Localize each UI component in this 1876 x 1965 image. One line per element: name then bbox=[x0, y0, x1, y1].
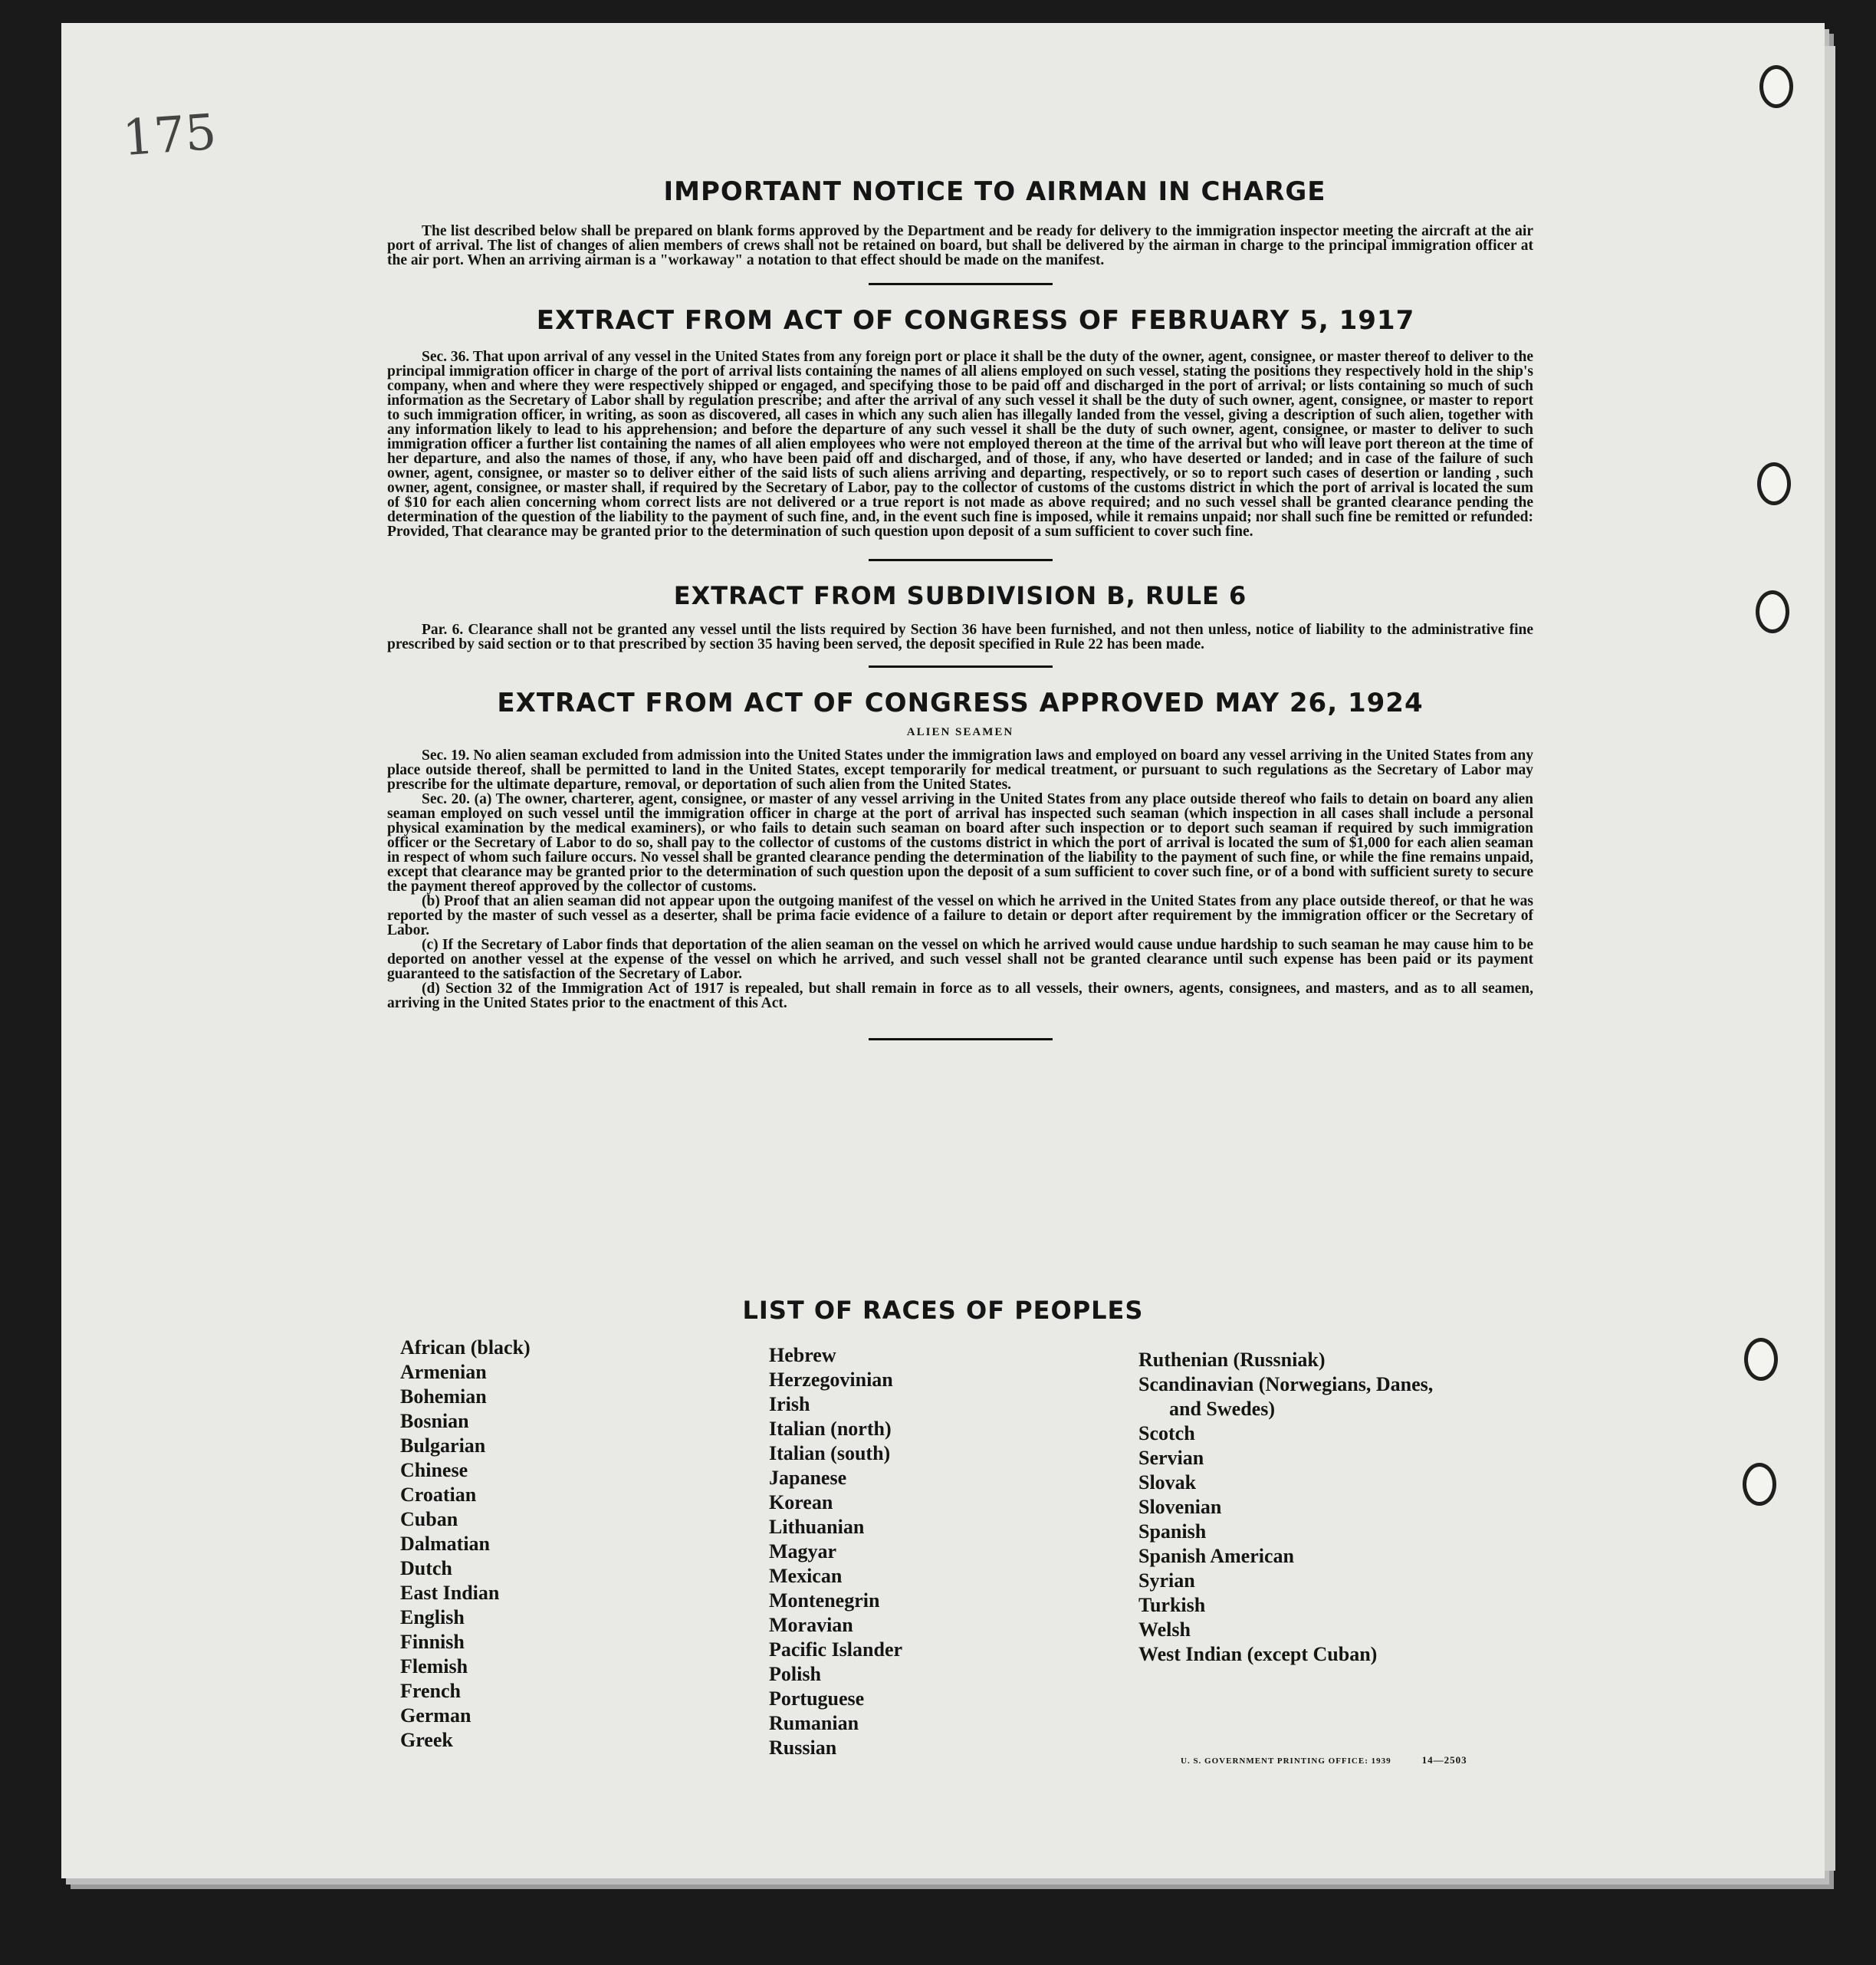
race-item: Pacific Islander bbox=[769, 1638, 903, 1661]
race-item: Korean bbox=[769, 1491, 833, 1513]
race-item: Welsh bbox=[1138, 1618, 1191, 1641]
binder-hole-icon bbox=[1757, 462, 1791, 505]
race-item: Dalmatian bbox=[400, 1533, 490, 1555]
race-item: English bbox=[400, 1606, 465, 1628]
act-1917-heading: EXTRACT FROM ACT OF CONGRESS OF FEBRUARY 5, 1917 bbox=[536, 305, 1415, 336]
printer-line: U. S. GOVERNMENT PRINTING OFFICE: 1939 bbox=[1181, 1756, 1391, 1766]
race-item: Bosnian bbox=[400, 1410, 469, 1432]
divider bbox=[869, 665, 1053, 668]
notice-text: The list described below shall be prepared on blank forms approved by the Department and be ready for delivery to the immigration inspector meeting the aircraft at the air port of arrival. The list of changes of alien members of crews shall not be retained on board, but shall be delivered by the airman in charge to the principal immigration officer at the air port. When an arriving airman is a "workaway" a notation to that effect should be made on the manifest. bbox=[387, 223, 1533, 268]
handwritten-page-number: 175 bbox=[120, 104, 218, 168]
race-item: Armenian bbox=[400, 1361, 487, 1383]
race-item: and Swedes) bbox=[1169, 1398, 1275, 1420]
race-item: Moravian bbox=[769, 1614, 853, 1636]
race-item: East Indian bbox=[400, 1582, 500, 1604]
race-item: Ruthenian (Russniak) bbox=[1138, 1349, 1326, 1371]
race-item: Cuban bbox=[400, 1508, 458, 1530]
rule-6-heading: EXTRACT FROM SUBDIVISION B, RULE 6 bbox=[673, 581, 1247, 610]
form-number: 14—2503 bbox=[1421, 1754, 1467, 1766]
races-column-1 bbox=[400, 1336, 531, 1753]
race-item: Rumanian bbox=[769, 1712, 859, 1734]
race-item: Portuguese bbox=[769, 1687, 865, 1710]
divider bbox=[869, 283, 1053, 285]
race-item: Slovak bbox=[1138, 1471, 1197, 1493]
page-edge bbox=[1825, 46, 1835, 1871]
race-item: Syrian bbox=[1138, 1569, 1195, 1592]
races-heading: LIST OF RACES OF PEOPLES bbox=[742, 1296, 1144, 1325]
divider bbox=[869, 559, 1053, 561]
binder-hole-icon bbox=[1743, 1463, 1776, 1506]
binder-hole-icon bbox=[1756, 590, 1789, 633]
race-item: Japanese bbox=[769, 1467, 847, 1489]
act-1924-heading: EXTRACT FROM ACT OF CONGRESS APPROVED MAY 26, 1924 bbox=[497, 688, 1424, 718]
race-item: Hebrew bbox=[769, 1344, 836, 1366]
printer-imprint bbox=[1181, 1754, 1467, 1766]
race-item: Slovenian bbox=[1138, 1496, 1222, 1518]
race-item: Finnish bbox=[400, 1631, 465, 1653]
race-item: Chinese bbox=[400, 1459, 468, 1481]
act-1924-paragraph: (d) Section 32 of the Immigration Act of 1917 is repealed, but shall remain in force as to all vessels, their owners, agents, consignees, and masters, and as to all seamen, arriving in the United States prior to the enactment of this Act. bbox=[387, 981, 1533, 1011]
race-item: Polish bbox=[769, 1663, 821, 1685]
race-item: Magyar bbox=[769, 1540, 837, 1562]
races-column-2 bbox=[769, 1343, 902, 1760]
alien-seamen-subheading: ALIEN SEAMEN bbox=[906, 726, 1014, 738]
document-content bbox=[387, 176, 1533, 1060]
race-item: Turkish bbox=[1138, 1594, 1206, 1616]
race-item: Bohemian bbox=[400, 1385, 487, 1408]
rule-6-text: Par. 6. Clearance shall not be granted any vessel until the lists required by Section 36 have been furnished, and not then unless, notice of liability to the administrative fine prescribed by said section or to that prescribed by section 35 having been served, the deposit specified in Rule 22 has been made. bbox=[387, 622, 1533, 652]
act-1924-paragraph: (b) Proof that an alien seaman did not appear upon the outgoing manifest of the vessel on which he arrived in the United States from any place outside thereof, or that he was reported by the master of such vessel as a deserter, shall be prima facie evidence of a failure to detain or deport after requirement by the immigration officer or the Secretary of Labor. bbox=[387, 893, 1533, 938]
race-item: Spanish bbox=[1138, 1520, 1207, 1543]
race-item: Herzegovinian bbox=[769, 1369, 893, 1391]
race-item: Dutch bbox=[400, 1557, 452, 1579]
race-item: Scotch bbox=[1138, 1422, 1195, 1444]
act-1924-paragraph: (c) If the Secretary of Labor finds that deportation of the alien seaman on the vessel on which he arrived would cause undue hardship to such seaman he may cause him to be deported on another vessel at the expense of the vessel on which he arrived, and such vessel shall not be granted clearance until such expense has been paid or its payment guaranteed to the satisfaction of the Secretary of Labor. bbox=[387, 937, 1533, 982]
binder-hole-icon bbox=[1759, 65, 1793, 108]
race-item: Italian (south) bbox=[769, 1442, 891, 1464]
race-item: Italian (north) bbox=[769, 1418, 892, 1440]
act-1924-paragraph: Sec. 19. No alien seaman excluded from admission into the United States under the immigration laws and employed on board any vessel arriving in the United States from any place outside thereof, shall be permitted to land in the United States, except temporarily for medical treatment, or pursuant to such regulations as the Secretary of Labor may prescribe for the ultimate departure, removal, or deportation of such alien from the United States. bbox=[387, 748, 1533, 793]
race-item: Greek bbox=[400, 1729, 453, 1751]
divider bbox=[869, 1038, 1053, 1040]
race-item: Croatian bbox=[400, 1484, 477, 1506]
race-item: Bulgarian bbox=[400, 1434, 486, 1457]
race-item: Scandinavian (Norwegians, Danes, bbox=[1138, 1373, 1434, 1395]
races-column-3 bbox=[1138, 1348, 1433, 1667]
race-item: Russian bbox=[769, 1737, 837, 1759]
race-item: French bbox=[400, 1680, 461, 1702]
notice-heading: IMPORTANT NOTICE TO AIRMAN IN CHARGE bbox=[663, 176, 1326, 207]
race-item: Flemish bbox=[400, 1655, 468, 1677]
race-item: Servian bbox=[1138, 1447, 1204, 1469]
race-item: African (black) bbox=[400, 1336, 531, 1359]
race-item: Irish bbox=[769, 1393, 810, 1415]
race-item: German bbox=[400, 1704, 471, 1727]
race-item: Mexican bbox=[769, 1565, 843, 1587]
act-1917-text: Sec. 36. That upon arrival of any vessel in the United States from any foreign port or place it shall be the duty of the owner, agent, consignee, or master thereof to deliver to the principal immigration officer in charge of the port of arrival lists containing the names of all aliens employed on such vessel, stating the positions they respectively hold in the ship's company, when and where they were respectively shipped or engaged, and specifying those to be paid off and discharged in the port of arrival; or lists containing so much of such information as the Secretary of Labor shall by regulation prescribe; and after the arrival of any such vessel it shall be the duty of such owner, agent, consignee, or master to report to such immigration officer, in writing, as soon as discovered, all cases in which any such alien has illegally landed from the vessel, giving a description of such alien, together with any information likely to lead to his apprehension; and before the departure of any such vessel it shall be the duty of such owner, agent, consignee, or master to deliver to such immigration officer a further list containing the names of all alien employees who were not employed thereon at the time of the arrival but who will leave port thereon at the time of her departure, and also the names of those, if any, who have been paid off and discharged, and of those, if any, who have deserted or landed; and in case of the failure of such owner, agent, consignee, or master so to deliver either of the said lists of such aliens arriving and departing, respectively, or so to report such cases of desertion or landing , such owner, agent, consignee, or master shall, if required by the Secretary of Labor, pay to the collector of customs of the customs district in which the port of arrival is located the sum of $10 for each alien concerning whom correct lists are not delivered or a true report is not made as above required; and no such vessel shall be granted clearance pending the determination of the question of the liability to the payment of such fine, and, in the event such fine is imposed, while it remains unpaid; nor shall such fine be remitted or refunded: Provided, That clearance may be granted prior to the determination of such question upon deposit of a sum sufficient to cover such fine. bbox=[387, 349, 1533, 540]
act-1924-paragraph: Sec. 20. (a) The owner, charterer, agent, consignee, or master of any vessel arriving in the United States from any place outside thereof who fails to detain on board any alien seaman employed on such vessel until the immigration officer in charge at the port of arrival has inspected such seaman (which inspection in all cases shall include a personal physical examination by the medical examiners), or who fails to detain such seaman on board after such inspection or to deport such seaman if required by such immigration officer or the Secretary of Labor to do so, shall pay to the collector of customs of the customs district in which the port of arrival is located the sum of $1,000 for each alien seaman in respect of whom such failure occurs. No vessel shall be granted clearance pending the determination of the liability to the payment of such fine, or while the fine remains unpaid, except that clearance may be granted prior to the determination of such question upon the deposit of a sum sufficient to cover such fine, or of a bond with sufficient surety to secure the payment thereof approved by the collector of customs. bbox=[387, 791, 1533, 895]
race-item: Lithuanian bbox=[769, 1516, 865, 1538]
race-item: West Indian (except Cuban) bbox=[1138, 1643, 1378, 1665]
race-item: Spanish American bbox=[1138, 1545, 1294, 1567]
race-item: Montenegrin bbox=[769, 1589, 880, 1612]
binder-hole-icon bbox=[1744, 1338, 1778, 1381]
